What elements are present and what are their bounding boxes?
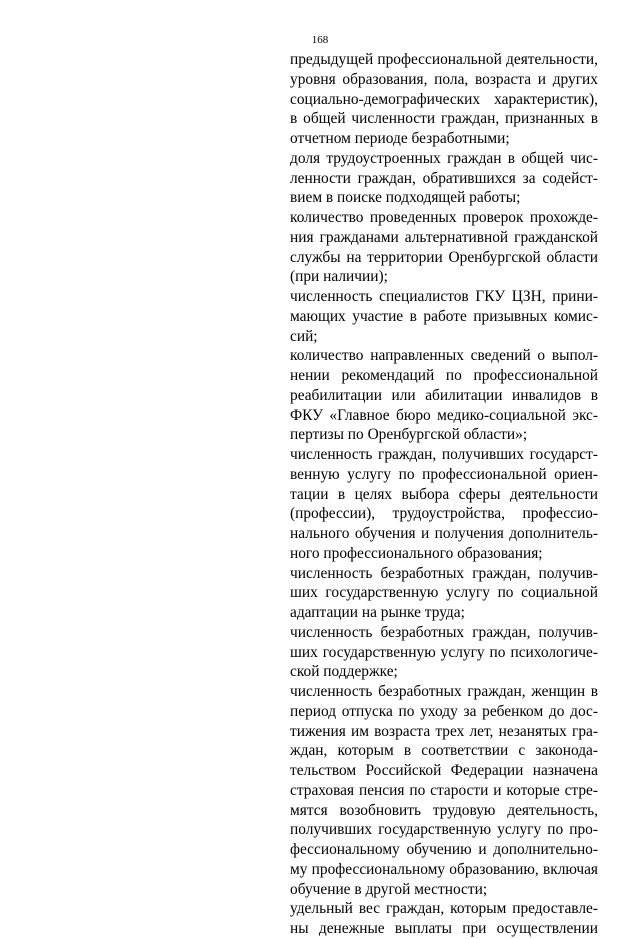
text-line: службы на территории Оренбургской области [290, 248, 598, 266]
text-line: обучение в другой местности; [290, 880, 488, 898]
text-line: фессиональному обучению и дополнительно- [290, 841, 598, 858]
text-line: ской поддержке; [290, 663, 398, 681]
text-line: доля трудоустроенных граждан в общей чис- [290, 149, 598, 167]
text-line: ФКУ «Главное бюро медико-социальной экс- [290, 406, 598, 424]
text-line: в общей численности граждан, признанных в [290, 110, 598, 128]
text-line: мающих участие в работе призывных комис- [290, 307, 598, 325]
text-line: мятся возобновить трудовую деятельность, [290, 801, 598, 819]
text-line: страховая пенсия по старости и которые стре- [290, 781, 598, 799]
text-line: количество направленных сведений о выпол- [290, 347, 598, 365]
text-line: ного профессионального образования; [290, 544, 543, 562]
text-line: получивших государственную услугу по про- [290, 821, 598, 839]
page-number: 168 [311, 34, 329, 46]
document-body [290, 50, 598, 939]
text-line: нении рекомендаций по профессиональной [290, 367, 598, 384]
text-line: предыдущей профессиональной деятельности, [290, 51, 598, 68]
text-line: уровня образования, пола, возраста и других [290, 70, 598, 88]
text-line: му профессиональному образованию, включая [290, 860, 598, 878]
text-line: отчетном периоде безработными; [290, 130, 510, 147]
text-line: нального обучения и получения дополнитель- [290, 525, 598, 542]
text-line: тельством Российской Федерации назначена [290, 762, 598, 779]
text-line: численность граждан, получивших государст- [290, 446, 598, 463]
text-line: удельный вес граждан, которым предоставле- [290, 900, 598, 918]
text-line: ленности граждан, обратившихся за содейст- [290, 169, 598, 187]
text-line: ших государственную услугу по психологиче- [290, 643, 598, 661]
text-line: численность безработных граждан, женщин в [290, 683, 598, 700]
text-line: ших государственную услугу по социальной [290, 584, 598, 602]
text-line: (профессии), трудоустройства, профессио- [290, 505, 598, 523]
text-line: (при наличии); [290, 268, 388, 286]
text-line: реабилитации или абилитации инвалидов в [290, 386, 598, 404]
text-line: сий; [290, 327, 318, 345]
text-line: тации в целях выбора сферы деятельности [290, 485, 598, 503]
text-line: численность безработных граждан, получив- [290, 564, 598, 582]
text-line: адаптации на рынке труда; [290, 604, 465, 621]
text-line: ны денежные выплаты при осуществлении [290, 920, 598, 937]
text-line: ждан, которым в соответствии с законода- [290, 742, 598, 760]
text-line: вием в поиске подходящей работы; [290, 189, 521, 207]
text-line: ния гражданами альтернативной гражданской [290, 228, 598, 246]
text-line: численность безработных граждан, получив- [290, 623, 598, 641]
text-line: период отпуска по уходу за ребенком до дос- [290, 702, 598, 720]
text-line: тижения им возраста трех лет, незанятых гра- [290, 722, 598, 740]
text-line: социально-демографических характеристик), [290, 90, 598, 108]
text-line: венную услугу по профессиональной ориен- [290, 465, 598, 483]
text-line: численность специалистов ГКУ ЦЗН, прини- [290, 288, 598, 305]
text-line: количество проведенных проверок прохожде- [290, 209, 598, 226]
text-line: пертизы по Оренбургской области»; [290, 426, 528, 444]
